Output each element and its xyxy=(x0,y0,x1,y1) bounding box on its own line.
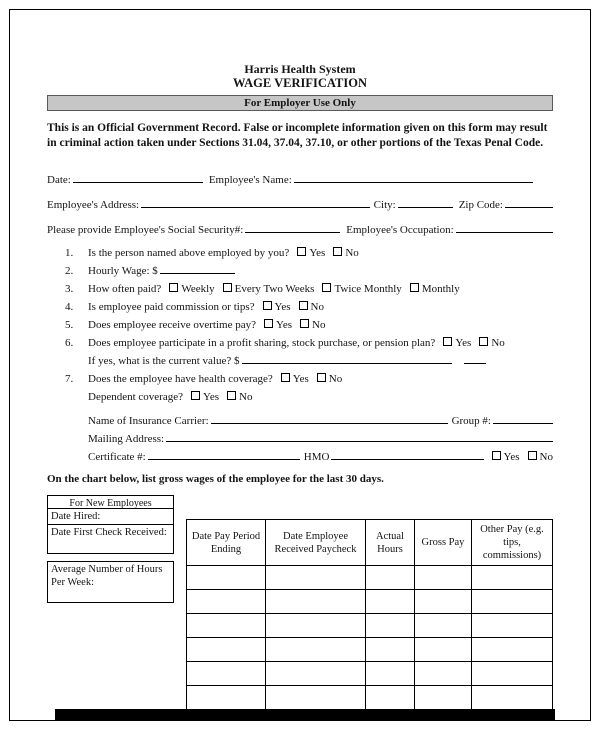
weekly-checkbox[interactable] xyxy=(169,283,178,292)
no-label: No xyxy=(539,451,553,463)
table-cell[interactable] xyxy=(266,566,366,590)
header-gross-pay: Gross Pay xyxy=(415,520,472,566)
address-label: Employee's Address: xyxy=(47,199,140,211)
ssn-occupation-row xyxy=(47,221,553,239)
questions-list xyxy=(47,244,553,466)
zip-field[interactable] xyxy=(505,197,553,208)
yes-checkbox[interactable] xyxy=(443,337,452,346)
table-cell[interactable] xyxy=(472,686,553,710)
table-row xyxy=(187,614,553,638)
occupation-label: Employee's Occupation: xyxy=(346,224,454,236)
ssn-label: Please provide Employee's Social Security#: xyxy=(47,224,244,236)
table-cell[interactable] xyxy=(415,686,472,710)
hmo-field[interactable] xyxy=(331,449,483,460)
table-row xyxy=(187,590,553,614)
table-cell[interactable] xyxy=(266,614,366,638)
no-label: No xyxy=(310,301,324,313)
no-checkbox[interactable] xyxy=(528,451,537,460)
org-name: Harris Health System xyxy=(244,62,356,76)
current-value-field[interactable] xyxy=(242,353,452,364)
table-cell[interactable] xyxy=(472,614,553,638)
question-number: 2. xyxy=(65,265,74,277)
certificate-label: Certificate #: xyxy=(88,451,146,463)
question-2 xyxy=(47,262,553,280)
wage-table-container xyxy=(186,519,553,710)
table-cell[interactable] xyxy=(472,662,553,686)
group-number-field[interactable] xyxy=(493,413,553,424)
employer-use-banner: For Employer Use Only xyxy=(47,95,553,111)
yes-label: Yes xyxy=(503,451,520,463)
yes-label: Yes xyxy=(202,391,219,403)
table-row xyxy=(187,566,553,590)
monthly-checkbox[interactable] xyxy=(410,283,419,292)
no-checkbox[interactable] xyxy=(227,391,236,400)
table-cell[interactable] xyxy=(415,566,472,590)
table-cell[interactable] xyxy=(415,614,472,638)
question-1 xyxy=(47,244,553,262)
no-label: No xyxy=(239,391,253,403)
twice-monthly-checkbox[interactable] xyxy=(322,283,331,292)
no-label: No xyxy=(312,319,326,331)
question-text: Does the employee have health coverage? xyxy=(88,373,273,385)
no-label: No xyxy=(491,337,505,349)
first-check-label: Date First Check Received: xyxy=(51,527,167,538)
question-text: Is employee paid commission or tips? xyxy=(88,301,255,313)
header-other-pay: Other Pay (e.g. tips, commissions) xyxy=(472,520,553,566)
insurance-carrier-row xyxy=(88,412,553,430)
current-value-field-extra[interactable] xyxy=(464,353,486,364)
question-text: Does employee receive overtime pay? xyxy=(88,319,256,331)
table-cell[interactable] xyxy=(366,638,415,662)
monthly-label: Monthly xyxy=(421,283,460,295)
yes-checkbox[interactable] xyxy=(281,373,290,382)
no-checkbox[interactable] xyxy=(479,337,488,346)
date-label: Date: xyxy=(47,174,71,186)
every-two-weeks-checkbox[interactable] xyxy=(223,283,232,292)
table-cell[interactable] xyxy=(415,590,472,614)
table-cell[interactable] xyxy=(415,662,472,686)
question-number: 3. xyxy=(65,283,74,295)
table-cell[interactable] xyxy=(366,686,415,710)
question-7 xyxy=(47,370,553,388)
table-row xyxy=(187,638,553,662)
address-field[interactable] xyxy=(141,197,370,208)
no-checkbox[interactable] xyxy=(300,319,309,328)
table-cell[interactable] xyxy=(266,638,366,662)
table-cell[interactable] xyxy=(366,566,415,590)
first-check-box[interactable] xyxy=(47,524,174,554)
date-hired-label: Date Hired: xyxy=(51,511,101,522)
no-checkbox[interactable] xyxy=(333,247,342,256)
insurance-carrier-label: Name of Insurance Carrier: xyxy=(88,415,209,427)
average-hours-box[interactable] xyxy=(47,561,174,603)
table-row xyxy=(187,662,553,686)
table-header-row xyxy=(187,520,553,566)
new-employee-box xyxy=(47,495,174,603)
hourly-wage-field[interactable] xyxy=(160,263,235,274)
ssn-field[interactable] xyxy=(245,222,340,233)
question-number: 1. xyxy=(65,247,74,259)
table-cell[interactable] xyxy=(187,590,266,614)
table-cell[interactable] xyxy=(187,638,266,662)
table-row xyxy=(187,686,553,710)
bottom-black-bar xyxy=(55,709,555,721)
new-employee-title: For New Employees xyxy=(47,495,174,509)
table-cell[interactable] xyxy=(366,590,415,614)
table-cell[interactable] xyxy=(187,614,266,638)
table-cell[interactable] xyxy=(472,638,553,662)
question-number: 7. xyxy=(65,373,74,385)
date-hired-box[interactable] xyxy=(47,508,174,525)
yes-label: Yes xyxy=(274,301,291,313)
form-content xyxy=(47,62,553,710)
date-name-row xyxy=(47,171,553,189)
form-title: WAGE VERIFICATION xyxy=(233,76,367,90)
certificate-field[interactable] xyxy=(148,449,300,460)
legal-notice: This is an Official Government Record. False or incomplete information given on this form may result in criminal action taken under Sections 31.04, 37.04, 37.10, or other portions of the Texas Penal Code. xyxy=(47,122,548,149)
question-6 xyxy=(47,334,553,352)
no-label: No xyxy=(345,247,359,259)
table-cell[interactable] xyxy=(266,686,366,710)
table-cell[interactable] xyxy=(472,566,553,590)
yes-label: Yes xyxy=(455,337,472,349)
average-hours-label: Average Number of Hours Per Week: xyxy=(51,564,163,588)
certificate-row xyxy=(88,448,553,466)
question-text: How often paid? xyxy=(88,283,162,295)
no-checkbox[interactable] xyxy=(299,301,308,310)
yes-label: Yes xyxy=(309,247,326,259)
yes-checkbox[interactable] xyxy=(264,319,273,328)
no-checkbox[interactable] xyxy=(317,373,326,382)
city-label: City: xyxy=(373,199,396,211)
question-text: Is the person named above employed by you? xyxy=(88,247,290,259)
yes-label: Yes xyxy=(292,373,309,385)
table-cell[interactable] xyxy=(415,638,472,662)
mailing-address-label: Mailing Address: xyxy=(88,433,165,445)
no-label: No xyxy=(328,373,343,385)
zip-label: Zip Code: xyxy=(458,199,503,211)
table-cell[interactable] xyxy=(187,566,266,590)
header-received-paycheck: Date Employee Received Paycheck xyxy=(266,520,366,566)
employee-name-label: Employee's Name: xyxy=(208,174,292,186)
header-actual-hours: Actual Hours xyxy=(366,520,415,566)
question-number: 6. xyxy=(65,337,74,349)
twice-monthly-label: Twice Monthly xyxy=(334,283,402,295)
table-cell[interactable] xyxy=(187,662,266,686)
question-5 xyxy=(47,316,553,334)
question-number: 4. xyxy=(65,301,74,313)
table-cell[interactable] xyxy=(366,614,415,638)
table-cell[interactable] xyxy=(266,662,366,686)
every-two-weeks-label: Every Two Weeks xyxy=(234,283,315,295)
current-value-label: If yes, what is the current value? $ xyxy=(88,355,240,367)
bottom-section xyxy=(47,495,553,710)
yes-checkbox[interactable] xyxy=(191,391,200,400)
question-number: 5. xyxy=(65,319,74,331)
table-cell[interactable] xyxy=(366,662,415,686)
yes-checkbox[interactable] xyxy=(297,247,306,256)
chart-instruction: On the chart below, list gross wages of the employee for the last 30 days. xyxy=(47,473,384,485)
occupation-field[interactable] xyxy=(456,222,553,233)
dependent-coverage-label: Dependent coverage? xyxy=(88,391,183,403)
weekly-label: Weekly xyxy=(181,283,215,295)
table-cell[interactable] xyxy=(472,590,553,614)
insurance-carrier-field[interactable] xyxy=(211,413,448,424)
question-text: Hourly Wage: $ xyxy=(88,265,158,277)
mailing-address-row xyxy=(88,430,553,448)
address-row xyxy=(47,196,553,214)
question-3 xyxy=(47,280,553,298)
yes-checkbox[interactable] xyxy=(263,301,272,310)
question-text: Does employee participate in a profit sharing, stock purchase, or pension plan? xyxy=(88,337,436,349)
yes-label: Yes xyxy=(275,319,292,331)
city-field[interactable] xyxy=(398,197,453,208)
header-pay-period: Date Pay Period Ending xyxy=(187,520,266,566)
date-field[interactable] xyxy=(73,172,203,183)
yes-checkbox[interactable] xyxy=(492,451,501,460)
wage-table xyxy=(186,519,553,710)
table-cell[interactable] xyxy=(187,686,266,710)
hmo-label: HMO xyxy=(303,451,330,463)
table-cell[interactable] xyxy=(266,590,366,614)
dependent-coverage-row xyxy=(88,388,553,406)
employee-name-field[interactable] xyxy=(294,172,533,183)
current-value-row xyxy=(88,352,553,370)
mailing-address-field[interactable] xyxy=(166,431,553,442)
group-number-label: Group #: xyxy=(451,415,491,427)
question-4 xyxy=(47,298,553,316)
